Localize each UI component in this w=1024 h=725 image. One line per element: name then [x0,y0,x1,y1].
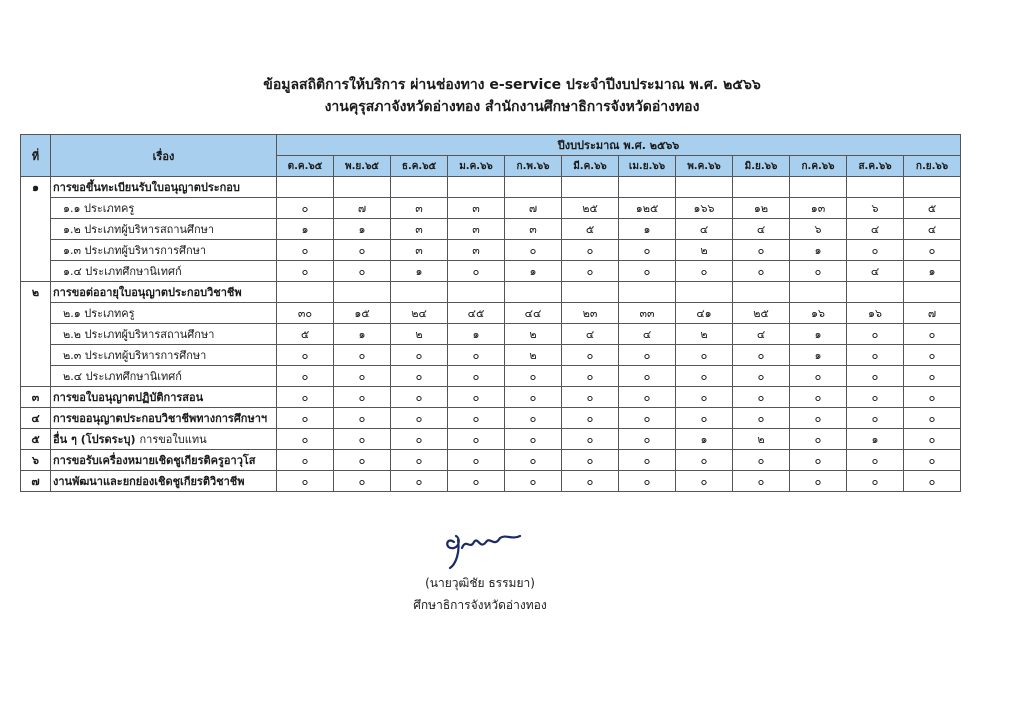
month-header: ม.ค.๖๖ [448,156,505,177]
value-cell: ๐ [790,471,847,492]
value-cell: ๒ [505,324,562,345]
value-cell: ๐ [904,324,961,345]
section-label [51,429,277,450]
value-cell: ๐ [448,429,505,450]
value-cell: ๐ [904,450,961,471]
value-cell: ๐ [676,450,733,471]
value-cell: ๑ [676,429,733,450]
row-label-text: การขอขึ้นทะเบียนรับใบอนุญาตประกอบ [53,181,240,194]
value-cell: ๓ [391,240,448,261]
value-cell: ๑๖ [847,303,904,324]
section-label [51,387,277,408]
value-cell [676,282,733,303]
value-cell: ๐ [562,408,619,429]
value-cell: ๐ [619,261,676,282]
row-label-text: ๒.๔ ประเภทศึกษานิเทศก์ [63,370,182,383]
value-cell: ๐ [619,366,676,387]
value-cell: ๒ [505,345,562,366]
value-cell: ๑ [619,219,676,240]
value-cell [505,282,562,303]
value-cell: ๐ [619,408,676,429]
value-cell: ๔ [733,219,790,240]
value-cell: ๐ [733,408,790,429]
value-cell: ๐ [277,408,334,429]
value-cell: ๐ [562,387,619,408]
value-cell: ๐ [391,345,448,366]
section-label [51,282,277,303]
value-cell: ๑๒๕ [619,198,676,219]
row-number: ๓ [21,387,51,408]
row-number: ๔ [21,408,51,429]
value-cell: ๐ [334,345,391,366]
row-number: ๒ [21,282,51,303]
value-cell: ๐ [733,240,790,261]
value-cell: ๐ [904,471,961,492]
value-cell: ๓ [391,198,448,219]
value-cell: ๐ [505,366,562,387]
value-cell [448,177,505,198]
value-cell: ๐ [847,471,904,492]
table-row [21,219,961,240]
value-cell: ๐ [277,345,334,366]
value-cell: ๐ [334,240,391,261]
table-body [21,177,961,492]
subitem-label [51,324,277,345]
value-cell: ๐ [448,408,505,429]
month-header: ก.ค.๖๖ [790,156,847,177]
subitem-label [51,219,277,240]
value-cell: ๐ [391,366,448,387]
value-cell: ๐ [733,261,790,282]
value-cell: ๒๕ [562,198,619,219]
value-cell: ๐ [619,345,676,366]
value-cell: ๐ [847,387,904,408]
value-cell [847,282,904,303]
value-cell: ๐ [562,471,619,492]
value-cell: ๑ [790,345,847,366]
value-cell: ๔ [904,219,961,240]
value-cell [277,282,334,303]
value-cell: ๐ [277,198,334,219]
signatory-position: ศึกษาธิการจังหวัดอ่างทอง [413,598,547,612]
table-row [21,408,961,429]
table-row [21,198,961,219]
value-cell: ๐ [676,387,733,408]
value-cell: ๐ [334,387,391,408]
value-cell: ๑๓ [790,198,847,219]
value-cell: ๑ [847,429,904,450]
header-subject: เรื่อง [51,135,277,177]
signature-mark [440,528,530,570]
value-cell: ๐ [904,345,961,366]
value-cell [391,177,448,198]
value-cell [334,282,391,303]
value-cell: ๐ [676,408,733,429]
value-cell: ๓ [448,240,505,261]
value-cell: ๐ [505,429,562,450]
value-cell: ๐ [562,240,619,261]
row-label-text: การขอใบอนุญาตปฏิบัติการสอน [53,391,204,404]
row-label-text: ๒.๓ ประเภทผู้บริหารการศึกษา [63,349,207,362]
value-cell [904,177,961,198]
value-cell: ๒๓ [562,303,619,324]
value-cell: ๐ [619,429,676,450]
value-cell: ๑ [790,324,847,345]
value-cell [448,282,505,303]
value-cell: ๑ [334,219,391,240]
row-label-text: ๑.๓ ประเภทผู้บริหารการศึกษา [63,244,207,257]
value-cell: ๐ [562,345,619,366]
value-cell: ๒ [676,240,733,261]
value-cell: ๐ [676,261,733,282]
value-cell: ๔ [619,324,676,345]
value-cell [733,177,790,198]
table-row [21,303,961,324]
value-cell: ๐ [277,240,334,261]
value-cell: ๐ [847,366,904,387]
value-cell: ๐ [619,450,676,471]
statistics-table [20,134,961,492]
value-cell: ๐ [790,366,847,387]
row-label-text: ๑.๒ ประเภทผู้บริหารสถานศึกษา [63,223,215,236]
header-fiscal-year: ปีงบประมาณ พ.ศ. ๒๕๖๖ [277,135,961,156]
value-cell: ๔ [847,219,904,240]
value-cell: ๐ [277,366,334,387]
header-no: ที่ [21,135,51,177]
value-cell: ๐ [505,471,562,492]
value-cell: ๐ [391,450,448,471]
value-cell: ๔๕ [448,303,505,324]
value-cell [277,177,334,198]
value-cell: ๐ [904,387,961,408]
subitem-label [51,345,277,366]
table-row [21,282,961,303]
value-cell: ๓๐ [277,303,334,324]
value-cell [562,177,619,198]
value-cell: ๓ [448,219,505,240]
table-row [21,345,961,366]
section-label [51,408,277,429]
row-label-text: การขออนุญาตประกอบวิชาชีพทางการศึกษาฯ [53,412,268,425]
value-cell: ๑ [334,324,391,345]
value-cell: ๐ [505,408,562,429]
row-label-text: การขอรับเครื่องหมายเชิดชูเกียรติครูอาวุโส [53,454,256,467]
value-cell: ๒ [676,324,733,345]
value-cell: ๐ [904,366,961,387]
value-cell: ๐ [733,366,790,387]
row-label-text: ๒.๑ ประเภทครู [63,307,135,320]
month-header: เม.ย.๖๖ [619,156,676,177]
value-cell: ๖ [790,219,847,240]
value-cell: ๐ [676,345,733,366]
value-cell: ๑ [277,219,334,240]
value-cell: ๔๑ [676,303,733,324]
row-number [21,198,51,219]
month-header: ก.ย.๖๖ [904,156,961,177]
row-number [21,324,51,345]
value-cell [619,282,676,303]
value-cell: ๐ [391,429,448,450]
value-cell: ๗ [505,198,562,219]
value-cell: ๒๔ [391,303,448,324]
value-cell: ๒ [733,429,790,450]
value-cell: ๑๕ [334,303,391,324]
row-number: ๖ [21,450,51,471]
row-number [21,366,51,387]
value-cell: ๕ [562,219,619,240]
value-cell: ๓ [448,198,505,219]
month-header: ก.พ.๖๖ [505,156,562,177]
table-row [21,240,961,261]
value-cell [334,177,391,198]
value-cell: ๔ [676,219,733,240]
value-cell: ๐ [676,366,733,387]
value-cell: ๐ [505,387,562,408]
table-row [21,387,961,408]
value-cell: ๐ [448,471,505,492]
value-cell: ๐ [334,261,391,282]
value-cell: ๐ [904,429,961,450]
value-cell [904,282,961,303]
value-cell: ๐ [334,450,391,471]
value-cell: ๐ [277,261,334,282]
table-row [21,366,961,387]
value-cell: ๐ [391,408,448,429]
section-label [51,177,277,198]
row-label-text: ๑.๔ ประเภทศึกษานิเทศก์ [63,265,182,278]
value-cell: ๗ [904,303,961,324]
value-cell: ๑ [391,261,448,282]
table-row [21,261,961,282]
row-number: ๑ [21,177,51,198]
value-cell: ๔ [847,261,904,282]
value-cell: ๔๔ [505,303,562,324]
value-cell: ๐ [334,408,391,429]
value-cell: ๓ [505,219,562,240]
value-cell: ๓ [391,219,448,240]
value-cell [847,177,904,198]
value-cell: ๐ [562,261,619,282]
value-cell [790,282,847,303]
value-cell: ๐ [733,387,790,408]
report-title: ข้อมูลสถิติการให้บริการ ผ่านช่องทาง e-service ประจำปีงบประมาณ พ.ศ. ๒๕๖๖ [263,77,761,93]
subitem-label [51,261,277,282]
value-cell [562,282,619,303]
subitem-label [51,366,277,387]
value-cell: ๖ [847,198,904,219]
value-cell: ๐ [448,261,505,282]
report-subtitle: งานคุรุสภาจังหวัดอ่างทอง สำนักงานศึกษาธิการจังหวัดอ่างทอง [324,99,700,115]
row-number: ๗ [21,471,51,492]
row-number [21,303,51,324]
subitem-label [51,303,277,324]
value-cell: ๑๖๖ [676,198,733,219]
row-label-text: การขอต่ออายุใบอนุญาตประกอบวิชาชีพ [53,286,242,299]
value-cell: ๐ [790,408,847,429]
value-cell: ๐ [676,471,733,492]
row-label-note: การขอใบแทน [139,433,207,446]
row-number [21,219,51,240]
row-label-text: ๒.๒ ประเภทผู้บริหารสถานศึกษา [63,328,215,341]
value-cell: ๕ [277,324,334,345]
value-cell: ๐ [448,450,505,471]
value-cell: ๐ [448,345,505,366]
value-cell: ๐ [505,240,562,261]
row-number [21,345,51,366]
value-cell: ๐ [790,450,847,471]
value-cell: ๐ [904,240,961,261]
value-cell [391,282,448,303]
section-label [51,471,277,492]
value-cell: ๐ [790,429,847,450]
value-cell: ๐ [847,324,904,345]
value-cell: ๐ [847,408,904,429]
value-cell: ๒ [391,324,448,345]
section-label [51,450,277,471]
value-cell: ๕ [904,198,961,219]
value-cell [676,177,733,198]
value-cell: ๐ [334,429,391,450]
month-header: ส.ค.๖๖ [847,156,904,177]
value-cell [733,282,790,303]
signatory-name: (นายวุฒิชัย ธรรมยา) [425,576,535,590]
table-row [21,450,961,471]
value-cell: ๐ [733,471,790,492]
value-cell: ๔ [733,324,790,345]
value-cell [505,177,562,198]
value-cell: ๐ [277,387,334,408]
value-cell: ๐ [790,261,847,282]
value-cell: ๑๒ [733,198,790,219]
row-number [21,261,51,282]
row-number: ๕ [21,429,51,450]
month-header: มี.ค.๖๖ [562,156,619,177]
value-cell: ๐ [847,450,904,471]
table-row [21,471,961,492]
value-cell: ๐ [619,471,676,492]
value-cell: ๗ [334,198,391,219]
value-cell: ๒๕ [733,303,790,324]
value-cell: ๑ [790,240,847,261]
value-cell: ๐ [847,345,904,366]
row-number [21,240,51,261]
table-row [21,324,961,345]
value-cell: ๐ [448,387,505,408]
table-row [21,429,961,450]
value-cell: ๐ [733,345,790,366]
value-cell: ๐ [790,387,847,408]
value-cell: ๐ [391,471,448,492]
value-cell: ๐ [277,450,334,471]
subitem-label [51,240,277,261]
value-cell: ๐ [334,366,391,387]
value-cell: ๐ [733,450,790,471]
value-cell: ๐ [904,408,961,429]
value-cell: ๐ [562,366,619,387]
value-cell: ๑ [448,324,505,345]
value-cell: ๐ [847,240,904,261]
value-cell: ๐ [448,366,505,387]
value-cell: ๐ [277,471,334,492]
value-cell: ๐ [562,429,619,450]
value-cell: ๔ [562,324,619,345]
value-cell [619,177,676,198]
value-cell: ๑๖ [790,303,847,324]
month-header: พ.ย.๖๕ [334,156,391,177]
value-cell: ๐ [619,387,676,408]
value-cell: ๐ [505,450,562,471]
row-label-text: งานพัฒนาและยกย่องเชิดชูเกียรติวิชาชีพ [53,475,245,488]
value-cell: ๓๓ [619,303,676,324]
value-cell: ๐ [334,471,391,492]
value-cell [790,177,847,198]
value-cell: ๑ [904,261,961,282]
value-cell: ๐ [277,429,334,450]
value-cell: ๐ [391,387,448,408]
table-row [21,177,961,198]
value-cell: ๑ [505,261,562,282]
month-header: พ.ค.๖๖ [676,156,733,177]
subitem-label [51,198,277,219]
month-header: มิ.ย.๖๖ [733,156,790,177]
value-cell: ๐ [562,450,619,471]
month-header: ต.ค.๖๕ [277,156,334,177]
row-label-text: ๑.๑ ประเภทครู [63,202,135,215]
row-label-text: อื่น ๆ (โปรดระบุ) [53,433,136,446]
value-cell: ๐ [619,240,676,261]
month-header: ธ.ค.๖๕ [391,156,448,177]
